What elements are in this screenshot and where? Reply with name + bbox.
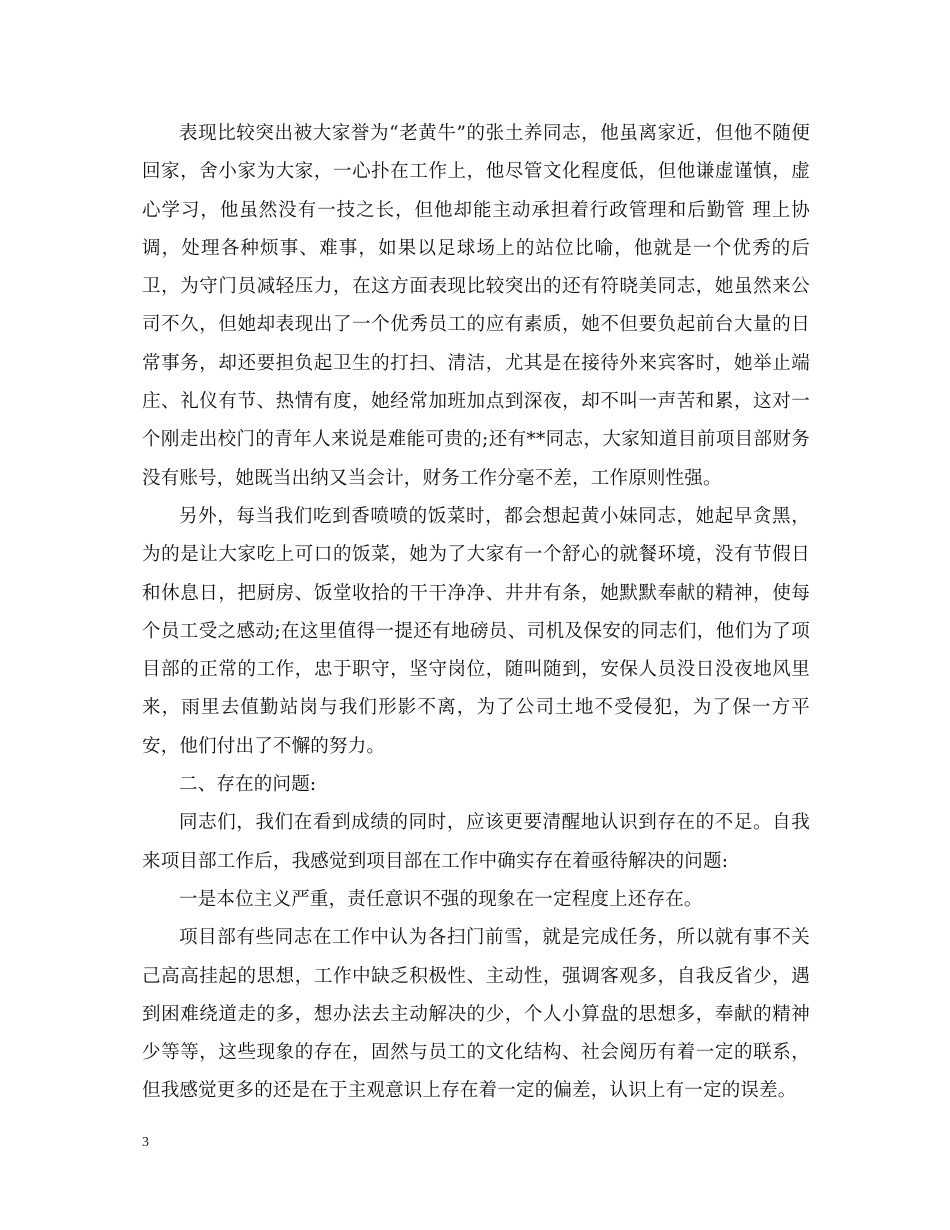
paragraph-support-staff: 另外，每当我们吃到香喷喷的饭菜时，都会想起黄小妹同志，她起早贪黑，为的是让大家吃上可口的饭菜，她为了大家有一个舒心的就餐环境，没有节假日和休息日，把厨房、饭堂收拾的干干净净、井井有条，她默默奉献的精神，使每个员工受之感动;在这里值得一提还有地磅员、司机及保安的同志们，他们为了项目部的正常的工作，忠于职守，坚守岗位，随叫随到，安保人员没日没夜地风里来，雨里去值勤站岗与我们形影不离，为了公司土地不受侵犯，为了保一方平安，他们付出了不懈的努力。 [142, 505, 810, 757]
document-body [142, 115, 810, 1111]
page-number: 3 [142, 1135, 149, 1150]
paragraph-outstanding-staff: 表现比较突出被大家誉为“老黄牛”的张土养同志，他虽离家近，但他不随便回家，舍小家为大家，一心扑在工作上，他尽管文化程度低，但他谦虚谨慎，虚心学习，他虽然没有一技之长，但他却能主动承担着行政管理和后勤管 理上协调，处理各种烦事、难事，如果以足球场上的站位比喻，他就是一个优秀的后卫，为守门员减轻压力，在这方面表现比较突出的还有符晓美同志，她虽然来公司不久，但她却表现出了一个优秀员工的应有素质，她不但要负起前台大量的日常事务，却还要担负起卫生的打扫、清洁，尤其是在接待外来宾客时，她举止端庄、礼仪有节、热情有度，她经常加班加点到深夜，却不叫一声苦和累，这对一个刚走出校门的青年人来说是难能可贵的;还有**同志，大家知道目前项目部财务没有账号，她既当出纳又当会计，财务工作分毫不差，工作原则性强。 [142, 123, 810, 489]
section-heading-problems: 二、存在的问题: [179, 774, 317, 796]
paragraph-problems-intro: 同志们，我们在看到成绩的同时，应该更要清醒地认识到存在的不足。自我来项目部工作后，我感觉到项目部在工作中确实存在着亟待解决的问题: [142, 812, 810, 872]
paragraph-problem-details: 项目部有些同志在工作中认为各扫门前雪，就是完成任务，所以就有事不关己高高挂起的思想，工作中缺乏积极性、主动性，强调客观多，自我反省少，遇到困难绕道走的多，想办法去主动解决的少，个人小算盘的思想多，奉献的精神少等等，这些现象的存在，固然与员工的文化结构、社会阅历有着一定的联系，但我感觉更多的还是在于主观意识上存在着一定的偏差，认识上有一定的误差。 [142, 927, 810, 1102]
paragraph-problem-one: 一是本位主义严重，责任意识不强的现象在一定程度上还存在。 [179, 888, 703, 910]
